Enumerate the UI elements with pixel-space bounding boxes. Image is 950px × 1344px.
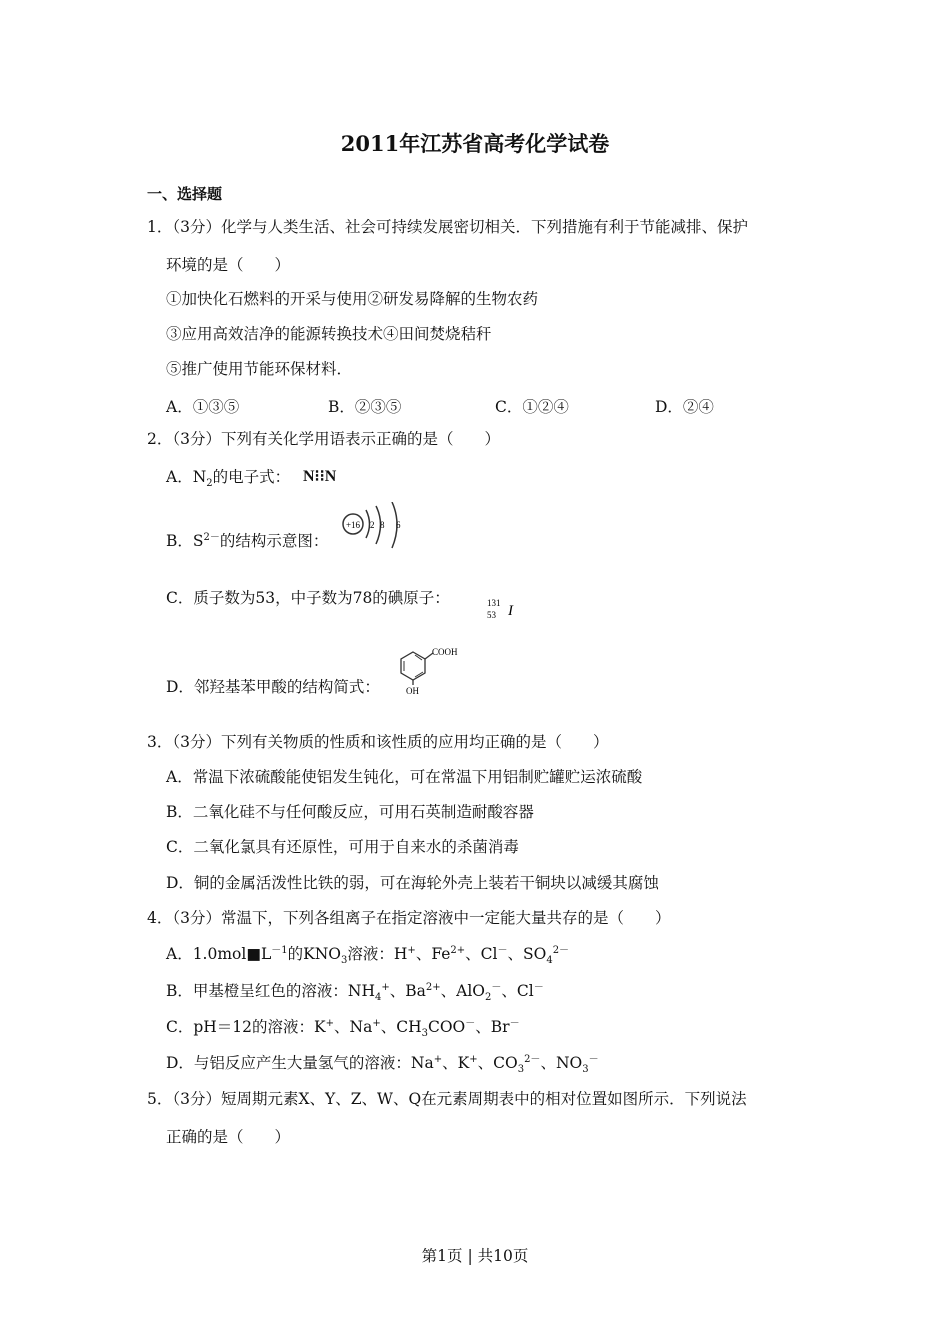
text-segment: 2－ — [524, 1053, 541, 1065]
text-segment: A．常温下浓硫酸能使铝发生钝化，可在常温下用铝制贮罐贮运浓硫酸 — [166, 768, 643, 786]
text-segment: + — [381, 981, 390, 993]
text-line — [166, 531, 328, 551]
text-segment: 3 — [341, 955, 348, 967]
text-segment: － — [465, 1017, 476, 1029]
text-segment: 3 — [517, 1064, 525, 1076]
text-segment: 、Fe — [415, 945, 451, 963]
text-segment: 、AlO — [440, 982, 485, 1000]
text-segment: 2－ — [203, 531, 220, 543]
text-line — [147, 217, 748, 237]
text-line — [166, 677, 380, 697]
text-line — [166, 289, 538, 309]
text-segment: － — [533, 981, 544, 993]
text-segment: 2 — [485, 992, 492, 1004]
n2-electron-formula: N⁝⁝N — [303, 468, 337, 485]
q1-option-c: C．①②④ — [495, 398, 569, 416]
text-line — [147, 1089, 747, 1109]
text-segment: 4 — [374, 992, 382, 1004]
text-segment: 正确的是（ ） — [166, 1128, 291, 1146]
mass-number: 131 — [487, 598, 501, 608]
text-segment: A．N — [166, 468, 207, 486]
text-segment: 3 — [582, 1064, 589, 1076]
text-segment: B．甲基橙呈红色的溶液：NH — [166, 982, 375, 1000]
text-segment: 3．（3分）下列有关物质的性质和该性质的应用均正确的是（ ） — [147, 733, 609, 751]
shell-1: 2 — [370, 520, 375, 530]
shell-3: 6 — [396, 520, 401, 530]
text-line — [166, 467, 291, 490]
text-segment: 2－ — [552, 944, 570, 956]
text-line — [166, 944, 570, 967]
text-line — [166, 802, 534, 822]
nucleus-charge: +16 — [345, 520, 361, 530]
text-segment: － — [491, 981, 502, 993]
section-heading: 一、选择题 — [147, 185, 223, 203]
text-segment: + — [469, 1053, 478, 1065]
q1-option-b: B．②③⑤ — [328, 398, 402, 416]
cooh-label: COOH — [432, 647, 458, 657]
text-segment: 1．（3分）化学与人类生活、社会可持续发展密切相关．下列措施有利于节能减排、保护 — [147, 218, 748, 236]
text-segment: D．邻羟基苯甲酸的结构简式： — [166, 678, 380, 696]
text-segment: 、Br — [475, 1018, 510, 1036]
text-segment: 、Ba — [389, 982, 426, 1000]
text-segment: 、K — [442, 1054, 470, 1072]
text-segment: 、Cl — [501, 982, 534, 1000]
q1-option-a: A．①③⑤ — [166, 398, 240, 416]
text-line — [166, 1017, 520, 1040]
text-line — [166, 324, 492, 344]
text-segment: 4 — [546, 955, 553, 967]
text-segment: + — [407, 944, 416, 956]
text-line — [166, 255, 290, 275]
text-line — [166, 359, 352, 379]
text-segment: 2+ — [450, 944, 466, 956]
text-segment: 、CH — [380, 1018, 422, 1036]
text-segment: C．质子数为53，中子数为78的碘原子： — [166, 589, 450, 607]
page-title: 2011年江苏省高考化学试卷 — [340, 131, 610, 156]
text-segment: D．与铝反应产生大量氢气的溶液：Na — [166, 1054, 434, 1072]
text-segment: 、Na — [334, 1018, 373, 1036]
text-segment: － — [588, 1053, 599, 1065]
text-line — [147, 429, 500, 449]
text-line — [166, 981, 544, 1004]
text-line — [166, 873, 659, 893]
text-line — [166, 767, 642, 787]
text-segment: －1 — [271, 944, 288, 956]
text-segment: 环境的是（ ） — [166, 256, 291, 274]
text-segment: B．二氧化硅不与任何酸反应，可用石英制造耐酸容器 — [166, 803, 534, 821]
text-segment: 的电子式： — [212, 468, 291, 486]
text-line — [147, 732, 608, 752]
text-segment: 3 — [421, 1028, 428, 1040]
iodine-isotope-notation — [486, 596, 522, 624]
text-segment: 、NO — [540, 1054, 583, 1072]
atom-structure-diagram — [340, 502, 410, 550]
text-line — [166, 1053, 599, 1076]
element-symbol: I — [508, 603, 513, 619]
hydroxybenzoic-acid-structure — [393, 644, 463, 696]
text-segment: ①加快化石燃料的开采与使用②研发易降解的生物农药 — [166, 290, 539, 308]
text-segment: + — [433, 1053, 443, 1065]
text-segment: B．S — [166, 532, 204, 550]
shell-2: 8 — [380, 520, 385, 530]
text-segment: 的结构示意图： — [219, 532, 329, 550]
text-segment: 、CO — [477, 1054, 518, 1072]
text-segment: 2．（3分）下列有关化学用语表示正确的是（ ） — [147, 430, 500, 448]
atomic-number: 53 — [487, 610, 496, 620]
text-segment: 2 — [206, 478, 213, 490]
text-segment: + — [372, 1017, 381, 1029]
text-segment: － — [497, 944, 508, 956]
text-line — [166, 1127, 290, 1147]
text-line — [147, 908, 670, 928]
text-segment: C．pH＝12的溶液：K — [166, 1018, 326, 1036]
text-line — [166, 837, 519, 857]
text-segment: ③应用高效洁净的能源转换技术④田间焚烧秸秆 — [166, 325, 492, 343]
text-segment: + — [325, 1017, 334, 1029]
page-footer: 第1页 | 共10页 — [421, 1247, 529, 1265]
text-segment: 的KNO — [287, 945, 342, 963]
text-segment: 、Cl — [465, 945, 498, 963]
text-segment: 5．（3分）短周期元素X、Y、Z、W、Q在元素周期表中的相对位置如图所示．下列说法 — [147, 1090, 747, 1108]
q1-option-d: D．②④ — [655, 398, 714, 416]
text-segment: COO — [427, 1018, 466, 1036]
text-line — [166, 588, 450, 608]
text-segment: C．二氧化氯具有还原性，可用于自来水的杀菌消毒 — [166, 838, 519, 856]
text-segment: 、SO — [507, 945, 547, 963]
text-segment: A．1.0mol■L — [166, 945, 272, 963]
text-segment: 2+ — [425, 981, 441, 993]
text-segment: 4．（3分）常温下，下列各组离子在指定溶液中一定能大量共存的是（ ） — [147, 909, 671, 927]
text-segment: ⑤推广使用节能环保材料． — [166, 360, 353, 378]
oh-label: OH — [406, 686, 419, 696]
text-segment: 溶液：H — [347, 945, 408, 963]
text-segment: － — [509, 1017, 520, 1029]
text-segment: D．铜的金属活泼性比铁的弱，可在海轮外壳上装若干铜块以减缓其腐蚀 — [166, 874, 659, 892]
